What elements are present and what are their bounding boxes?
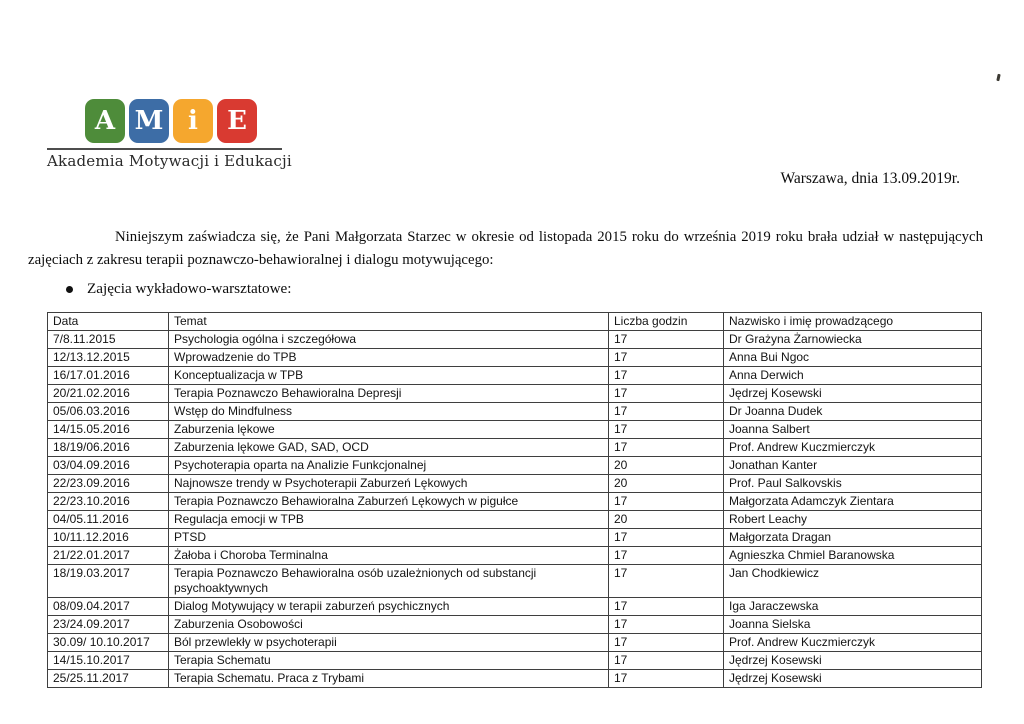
table-row — [48, 529, 982, 547]
header-instructor: Nazwisko i imię prowadzącego — [724, 313, 982, 331]
table-row — [48, 652, 982, 670]
bullet-item-label: Zajęcia wykładowo-warsztatowe: — [87, 280, 292, 297]
topic-cell: Terapia Schematu — [169, 652, 609, 670]
instructor-cell: Jędrzej Kosewski — [724, 385, 982, 403]
instructor-cell: Dr Grażyna Żarnowiecka — [724, 331, 982, 349]
hours-cell: 17 — [609, 349, 724, 367]
logo-tile-e-icon: E — [217, 99, 257, 143]
hours-cell: 17 — [609, 529, 724, 547]
topic-cell: Najnowsze trendy w Psychoterapii Zaburzeń Lękowych — [169, 475, 609, 493]
date-cell: 21/22.01.2017 — [48, 547, 169, 565]
instructor-cell: Prof. Andrew Kuczmierczyk — [724, 439, 982, 457]
instructor-cell: Anna Derwich — [724, 367, 982, 385]
table-row — [48, 565, 982, 598]
hours-cell: 17 — [609, 403, 724, 421]
instructor-cell: Jędrzej Kosewski — [724, 652, 982, 670]
hours-cell: 17 — [609, 670, 724, 688]
hours-cell: 17 — [609, 493, 724, 511]
table-row — [48, 349, 982, 367]
date-cell: 14/15.10.2017 — [48, 652, 169, 670]
topic-cell: Terapia Poznawczo Behawioralna osób uzależnionych od substancji psychoaktywnych — [169, 565, 609, 598]
hours-cell: 17 — [609, 616, 724, 634]
table-row — [48, 493, 982, 511]
hours-cell: 17 — [609, 367, 724, 385]
course-table-body — [48, 331, 982, 688]
table-row — [48, 331, 982, 349]
instructor-cell: Agnieszka Chmiel Baranowska — [724, 547, 982, 565]
date-cell: 05/06.03.2016 — [48, 403, 169, 421]
table-row — [48, 598, 982, 616]
instructor-cell: Małgorzata Dragan — [724, 529, 982, 547]
instructor-cell: Dr Joanna Dudek — [724, 403, 982, 421]
table-row — [48, 385, 982, 403]
hours-cell: 17 — [609, 634, 724, 652]
topic-cell: Zaburzenia lękowe GAD, SAD, OCD — [169, 439, 609, 457]
topic-cell: Terapia Poznawczo Behawioralna Zaburzeń Lękowych w pigułce — [169, 493, 609, 511]
date-cell: 7/8.11.2015 — [48, 331, 169, 349]
amie-logo — [85, 99, 257, 143]
topic-cell: Wstęp do Mindfulness — [169, 403, 609, 421]
hours-cell: 17 — [609, 331, 724, 349]
table-row — [48, 403, 982, 421]
hours-cell: 17 — [609, 547, 724, 565]
logo-underline — [47, 148, 282, 150]
topic-cell: Zaburzenia Osobowości — [169, 616, 609, 634]
date-cell: 25/25.11.2017 — [48, 670, 169, 688]
topic-cell: Ból przewlekły w psychoterapii — [169, 634, 609, 652]
hours-cell: 17 — [609, 421, 724, 439]
date-cell: 18/19.03.2017 — [48, 565, 169, 598]
table-row — [48, 439, 982, 457]
date-cell: 12/13.12.2015 — [48, 349, 169, 367]
date-cell: 16/17.01.2016 — [48, 367, 169, 385]
table-row — [48, 421, 982, 439]
date-cell: 22/23.10.2016 — [48, 493, 169, 511]
header-hours: Liczba godzin — [609, 313, 724, 331]
table-row — [48, 511, 982, 529]
header-date: Data — [48, 313, 169, 331]
topic-cell: Regulacja emocji w TPB — [169, 511, 609, 529]
table-row — [48, 616, 982, 634]
date-cell: 23/24.09.2017 — [48, 616, 169, 634]
date-cell: 20/21.02.2016 — [48, 385, 169, 403]
table-row — [48, 475, 982, 493]
table-row — [48, 457, 982, 475]
table-row — [48, 367, 982, 385]
topic-cell: Żałoba i Choroba Terminalna — [169, 547, 609, 565]
date-cell: 03/04.09.2016 — [48, 457, 169, 475]
hours-cell: 17 — [609, 652, 724, 670]
logo-tile-i-icon: i — [173, 99, 213, 143]
intro-paragraph: Niniejszym zaświadcza się, że Pani Małgorzata Starzec w okresie od listopada 2015 roku do września 2019 roku brała udział w następujących zajęciach z zakresu terapii poznawczo-behawioralnej i dialogu motywującego: — [28, 229, 983, 268]
instructor-cell: Jan Chodkiewicz — [724, 565, 982, 598]
header-topic: Temat — [169, 313, 609, 331]
hours-cell: 17 — [609, 565, 724, 598]
topic-cell: Terapia Poznawczo Behawioralna Depresji — [169, 385, 609, 403]
course-table — [47, 312, 982, 688]
hours-cell: 17 — [609, 439, 724, 457]
instructor-cell: Jonathan Kanter — [724, 457, 982, 475]
topic-cell: Psychologia ogólna i szczegółowa — [169, 331, 609, 349]
table-row — [48, 670, 982, 688]
topic-cell: PTSD — [169, 529, 609, 547]
hours-cell: 20 — [609, 457, 724, 475]
instructor-cell: Joanna Sielska — [724, 616, 982, 634]
brand-subtitle: Akademia Motywacji i Edukacji — [47, 152, 292, 170]
place-date-line: Warszawa, dnia 13.09.2019r. — [780, 170, 960, 187]
topic-cell: Zaburzenia lękowe — [169, 421, 609, 439]
header-row — [48, 313, 982, 331]
table-row — [48, 547, 982, 565]
date-cell: 18/19/06.2016 — [48, 439, 169, 457]
topic-cell: Wprowadzenie do TPB — [169, 349, 609, 367]
date-cell: 14/15.05.2016 — [48, 421, 169, 439]
course-table-header — [48, 313, 982, 331]
logo-tile-m-icon: M — [129, 99, 169, 143]
instructor-cell: Prof. Andrew Kuczmierczyk — [724, 634, 982, 652]
date-cell: 10/11.12.2016 — [48, 529, 169, 547]
instructor-cell: Małgorzata Adamczyk Zientara — [724, 493, 982, 511]
scan-artifact — [996, 74, 1000, 81]
topic-cell: Psychoterapia oparta na Analizie Funkcjonalnej — [169, 457, 609, 475]
instructor-cell: Prof. Paul Salkovskis — [724, 475, 982, 493]
hours-cell: 20 — [609, 475, 724, 493]
topic-cell: Terapia Schematu. Praca z Trybami — [169, 670, 609, 688]
instructor-cell: Robert Leachy — [724, 511, 982, 529]
topic-cell: Dialog Motywujący w terapii zaburzeń psychicznych — [169, 598, 609, 616]
instructor-cell: Anna Bui Ngoc — [724, 349, 982, 367]
date-cell: 30.09/ 10.10.2017 — [48, 634, 169, 652]
logo-tile-a-icon: A — [85, 99, 125, 143]
instructor-cell: Jędrzej Kosewski — [724, 670, 982, 688]
table-row — [48, 634, 982, 652]
hours-cell: 17 — [609, 598, 724, 616]
bullet-icon — [66, 286, 73, 293]
date-cell: 04/05.11.2016 — [48, 511, 169, 529]
date-cell: 08/09.04.2017 — [48, 598, 169, 616]
instructor-cell: Joanna Salbert — [724, 421, 982, 439]
topic-cell: Konceptualizacja w TPB — [169, 367, 609, 385]
instructor-cell: Iga Jaraczewska — [724, 598, 982, 616]
hours-cell: 20 — [609, 511, 724, 529]
date-cell: 22/23.09.2016 — [48, 475, 169, 493]
bullet-item — [66, 280, 292, 298]
hours-cell: 17 — [609, 385, 724, 403]
